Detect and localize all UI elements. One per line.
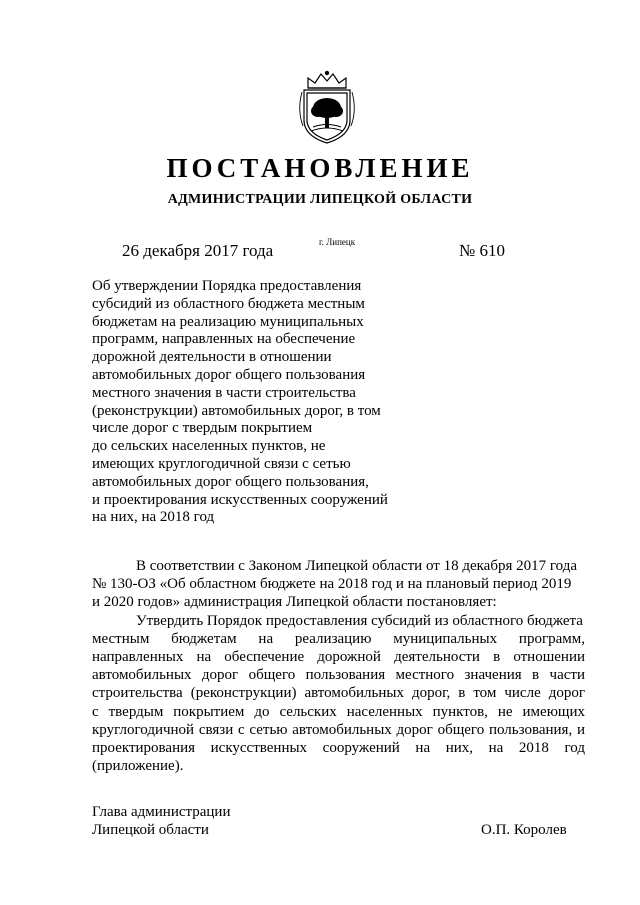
body-line: В соответствии с Законом Липецкой области от 18 декабря 2017 года — [136, 558, 577, 574]
document-city: г. Липецк — [319, 237, 356, 247]
signatory-region: Липецкой области — [92, 822, 209, 838]
body-line: № 130-ОЗ «Об областном бюджете на 2018 год и на плановый период 2019 — [92, 576, 572, 593]
body-line: строительства (реконструкции) автомобильных дорог, в том числе дорог — [92, 685, 585, 702]
signatory-position: Глава администрации — [92, 804, 231, 820]
document-number: № 610 — [459, 241, 505, 260]
body-line: проектирования искусственных сооружений на них, на 2018 год — [92, 740, 585, 757]
body-line: местным бюджетам на реализацию муниципальных программ, — [92, 630, 585, 647]
document-body — [92, 557, 585, 775]
body-line: направленных на обеспечение дорожной деятельности в отношении — [92, 649, 585, 666]
subject-line: и проектирования искусственных сооружений — [92, 491, 388, 508]
subject-line: местного значения в части строительства — [92, 384, 356, 401]
subject-line: автомобильных дорог общего пользования, — [92, 473, 369, 490]
subject-line: Об утверждении Порядка предоставления — [92, 278, 362, 294]
signatory-name: О.П. Королев — [481, 822, 567, 838]
body-line: Утвердить Порядок предоставления субсидий из областного бюджета — [136, 612, 583, 629]
body-line: (приложение). — [92, 758, 184, 775]
body-line: автомобильных дорог общего пользования местного значения в части — [92, 667, 585, 684]
subject-line: (реконструкции) автомобильных дорог, в том — [92, 402, 381, 419]
body-line: и 2020 годов» администрация Липецкой области постановляет: — [92, 594, 497, 611]
issuing-authority: АДМИНИСТРАЦИИ ЛИПЕЦКОЙ ОБЛАСТИ — [167, 192, 473, 207]
document-title: ПОСТАНОВЛЕНИЕ — [166, 153, 474, 183]
subject-line: автомобильных дорог общего пользования — [92, 366, 366, 383]
coat-of-arms-icon — [294, 70, 360, 146]
subject-line: на них, на 2018 год — [92, 509, 215, 526]
subject-line: программ, направленных на обеспечение — [92, 331, 356, 348]
document-subject — [92, 278, 412, 527]
subject-line: субсидий из областного бюджета местным — [92, 295, 365, 312]
body-line: с твердым покрытием до сельских населенных пунктов, не имеющих — [92, 703, 585, 720]
body-line: круглогодичной связи с сетью автомобильных дорог общего пользования, и — [92, 721, 585, 738]
subject-line: бюджетам на реализацию муниципальных — [92, 313, 364, 330]
document-date: 26 декабря 2017 года — [122, 241, 274, 260]
subject-line: числе дорог с твердым покрытием — [92, 420, 313, 437]
subject-line: имеющих круглогодичной связи с сетью — [92, 455, 351, 472]
subject-line: до сельских населенных пунктов, не — [92, 438, 326, 455]
subject-line: дорожной деятельности в отношении — [92, 349, 332, 366]
